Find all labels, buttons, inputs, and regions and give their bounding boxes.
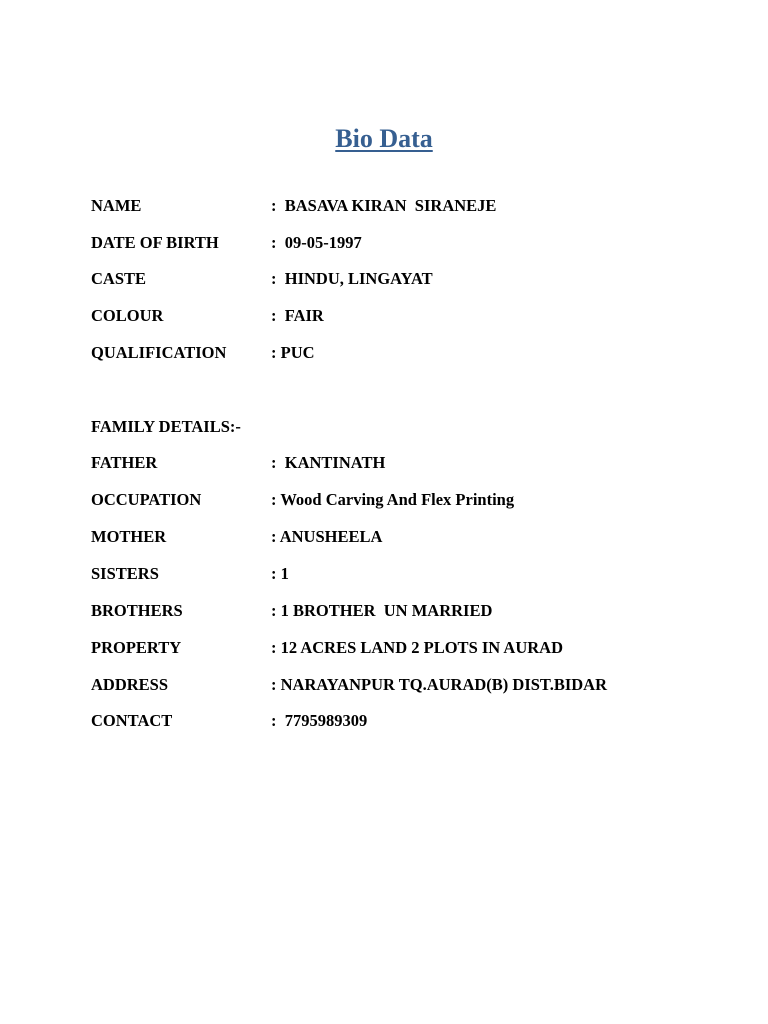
mother-label: MOTHER: [91, 527, 167, 546]
caste-label: CASTE: [91, 269, 147, 288]
brothers-value: : 1 BROTHER UN MARRIED: [271, 601, 493, 620]
occupation-value: : Wood Carving And Flex Printing: [271, 490, 515, 509]
occupation-row: [91, 490, 711, 512]
father-label: FATHER: [91, 453, 158, 472]
name-row: [91, 196, 711, 218]
address-value: : NARAYANPUR TQ.AURAD(B) DIST.BIDAR: [271, 675, 607, 694]
property-label: PROPERTY: [91, 638, 182, 657]
property-value: : 12 ACRES LAND 2 PLOTS IN AURAD: [271, 638, 563, 657]
contact-row: [91, 711, 711, 733]
name-label: NAME: [91, 196, 142, 215]
mother-value: : ANUSHEELA: [271, 527, 383, 546]
qualification-value: : PUC: [271, 343, 315, 362]
date-of-birth-label: DATE OF BIRTH: [91, 233, 219, 252]
caste-value: : HINDU, LINGAYAT: [271, 269, 433, 288]
contact-value: : 7795989309: [271, 711, 368, 730]
document-title: Bio Data: [335, 124, 433, 153]
colour-label: COLOUR: [91, 306, 164, 325]
property-row: [91, 638, 711, 660]
family-details-heading: FAMILY DETAILS:-: [91, 417, 241, 436]
mother-row: [91, 527, 711, 549]
qualification-label: QUALIFICATION: [91, 343, 227, 362]
address-label: ADDRESS: [91, 675, 169, 694]
colour-row: [91, 306, 711, 328]
caste-row: [91, 269, 711, 291]
name-value: : BASAVA KIRAN SIRANEJE: [271, 196, 497, 215]
occupation-label: OCCUPATION: [91, 490, 202, 509]
brothers-label: BROTHERS: [91, 601, 183, 620]
colour-value: : FAIR: [271, 306, 324, 325]
brothers-row: [91, 601, 711, 623]
sisters-value: : 1: [271, 564, 289, 583]
date-of-birth-row: [91, 233, 711, 255]
father-row: [91, 453, 711, 475]
father-value: : KANTINATH: [271, 453, 386, 472]
sisters-label: SISTERS: [91, 564, 159, 583]
sisters-row: [91, 564, 711, 586]
date-of-birth-value: : 09-05-1997: [271, 233, 362, 252]
qualification-row: [91, 343, 711, 365]
contact-label: CONTACT: [91, 711, 173, 730]
address-row: [91, 675, 711, 697]
